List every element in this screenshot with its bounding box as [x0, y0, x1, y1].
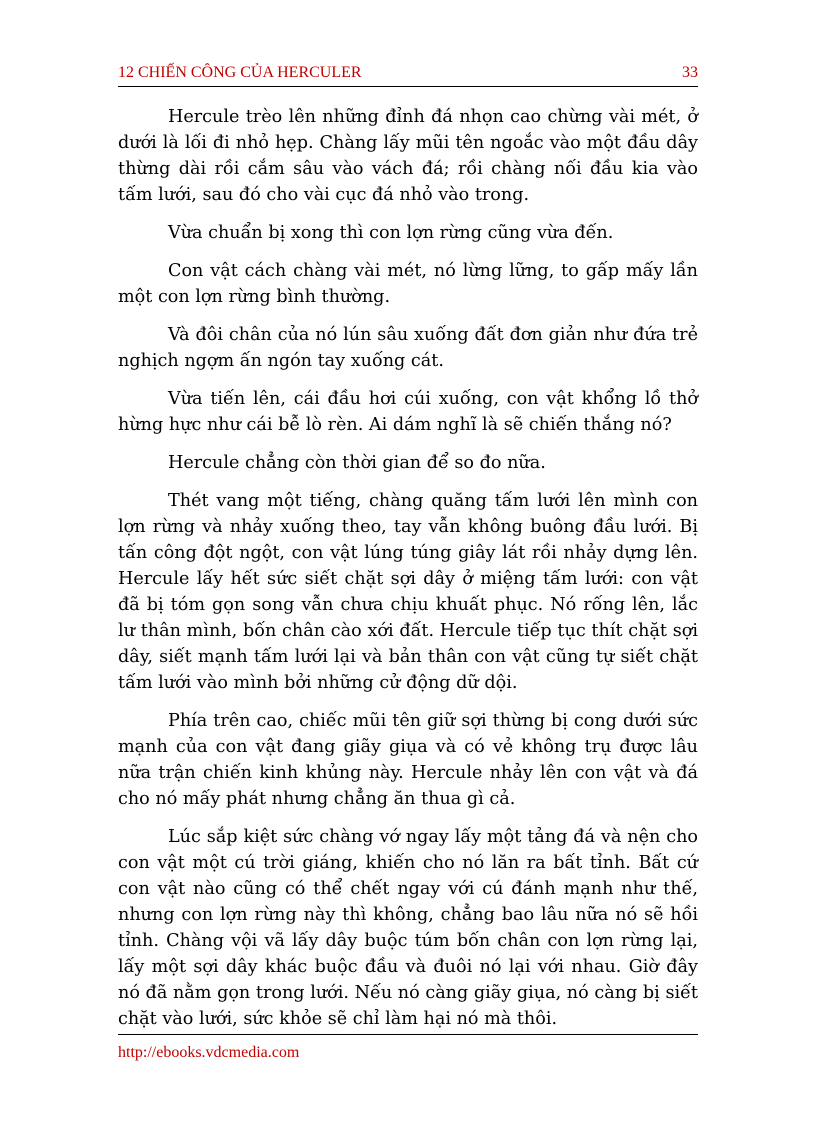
page-header: [118, 62, 698, 87]
page-number: 33: [682, 64, 698, 81]
book-title: 12 CHIẾN CÔNG CỦA HERCULER: [118, 64, 362, 81]
page-body: [118, 104, 698, 1044]
paragraph: Hercule chẳng còn thời gian để so đo nữa.: [168, 453, 546, 473]
footer-url-link[interactable]: http://ebooks.vdcmedia.com: [118, 1044, 300, 1061]
paragraph: Con vật cách chàng vài mét, nó lừng lững, to gấp mấy lần một con lợn rừng bình thường.: [118, 261, 698, 307]
paragraph: Vừa chuẩn bị xong thì con lợn rừng cũng vừa đến.: [168, 223, 614, 243]
paragraph: Hercule trèo lên những đỉnh đá nhọn cao chừng vài mét, ở dưới là lối đi nhỏ hẹp. Chàng lấy mũi tên ngoắc vào một đầu dây thừng dài rồi cắm sâu vào vách đá; rồi chàng nối đầu kia vào tấm lưới, sau đó cho vài cục đá nhỏ vào trong.: [118, 107, 698, 205]
paragraph: Phía trên cao, chiếc mũi tên giữ sợi thừng bị cong dưới sức mạnh của con vật đang giãy giụa và có vẻ không trụ được lâu nữa trận chiến kinh khủng này. Hercule nhảy lên con vật và đá cho nó mấy phát nhưng chẳng ăn thua gì cả.: [118, 711, 698, 809]
paragraph: Và đôi chân của nó lún sâu xuống đất đơn giản như đứa trẻ nghịch ngợm ấn ngón tay xuống cát.: [118, 325, 698, 371]
paragraph: Lúc sắp kiệt sức chàng vớ ngay lấy một tảng đá và nện cho con vật một cú trời giáng, khiến cho nó lăn ra bất tỉnh. Bất cứ con vật nào cũng có thể chết ngay với cú đánh mạnh như thế, nhưng con lợn rừng này thì không, chẳng bao lâu nữa nó sẽ hồi tỉnh. Chàng vội vã lấy dây buộc túm bốn chân con lợn rừng lại, lấy một sợi dây khác buộc đầu và đuôi nó lại với nhau. Giờ đây nó đã nằm gọn trong lưới. Nếu nó càng giãy giụa, nó càng bị siết chặt vào lưới, sức khỏe sẽ chỉ làm hại nó mà thôi.: [118, 827, 698, 1029]
paragraph: Vừa tiến lên, cái đầu hơi cúi xuống, con vật khổng lồ thở hừng hực như cái bễ lò rèn. Ai dám nghĩ là sẽ chiến thắng nó?: [118, 389, 698, 435]
paragraph: Thét vang một tiếng, chàng quăng tấm lưới lên mình con lợn rừng và nhảy xuống theo, tay vẫn không buông đầu lưới. Bị tấn công đột ngột, con vật lúng túng giây lát rồi nhảy dựng lên. Hercule lấy hết sức siết chặt sợi dây ở miệng tấm lưới: con vật đã bị tóm gọn song vẫn chưa chịu khuất phục. Nó rống lên, lắc lư thân mình, bốn chân cào xới đất. Hercule tiếp tục thít chặt sợi dây, siết mạnh tấm lưới lại và bản thân con vật cũng tự siết chặt tấm lưới vào mình bởi những cử động dữ dội.: [118, 491, 698, 693]
page-footer: [118, 1034, 698, 1061]
